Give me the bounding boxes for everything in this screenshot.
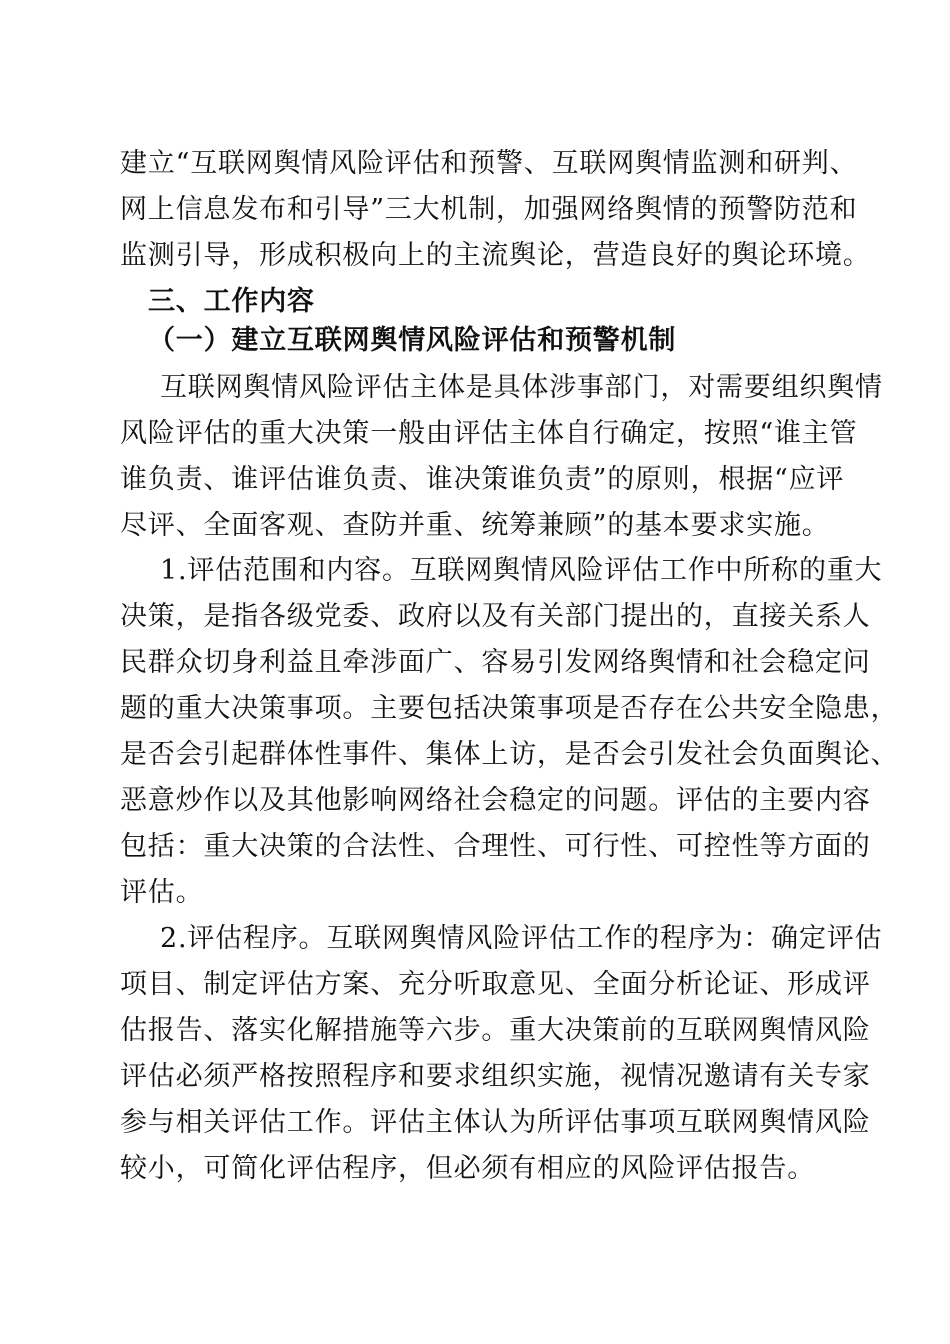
paragraph-line: 较小，可简化评估程序，但必须有相应的风险评估报告。 xyxy=(120,1153,815,1184)
paragraph-line: 2.评估程序。互联网舆情风险评估工作的程序为：确定评估 xyxy=(160,923,883,954)
paragraph-line: 民群众切身利益且牵涉面广、容易引发网络舆情和社会稳定问 xyxy=(120,647,871,678)
paragraph-line: 估报告、落实化解措施等六步。重大决策前的互联网舆情风险 xyxy=(120,1015,871,1046)
paragraph-line: 恶意炒作以及其他影响网络社会稳定的问题。评估的主要内容 xyxy=(120,785,871,816)
paragraph-line: 监测引导，形成积极向上的主流舆论，营造良好的舆论环境。 xyxy=(120,240,871,271)
paragraph-line: 项目、制定评估方案、充分听取意见、全面分析论证、形成评 xyxy=(120,969,871,1000)
section-heading: 三、工作内容 xyxy=(148,286,315,317)
paragraph-line: 谁负责、谁评估谁负责、谁决策谁负责”的原则，根据“应评 xyxy=(120,464,845,495)
paragraph-line: 网上信息发布和引导”三大机制，加强网络舆情的预警防范和 xyxy=(120,194,858,225)
subsection-heading: （一）建立互联网舆情风险评估和预警机制 xyxy=(148,325,677,356)
paragraph-line: 包括：重大决策的合法性、合理性、可行性、可控性等方面的 xyxy=(120,831,871,862)
paragraph-line: 决策，是指各级党委、政府以及有关部门提出的，直接关系人 xyxy=(120,601,871,632)
paragraph-line: 风险评估的重大决策一般由评估主体自行确定，按照“谁主管 xyxy=(120,418,858,449)
paragraph-line: 1.评估范围和内容。互联网舆情风险评估工作中所称的重大 xyxy=(160,555,883,586)
paragraph-line: 尽评、全面客观、查防并重、统筹兼顾”的基本要求实施。 xyxy=(120,510,830,541)
paragraph-line: 互联网舆情风险评估主体是具体涉事部门，对需要组织舆情 xyxy=(160,372,883,403)
paragraph-line: 题的重大决策事项。主要包括决策事项是否存在公共安全隐患， xyxy=(120,693,899,724)
paragraph-line: 评估。 xyxy=(120,877,204,908)
paragraph-line: 评估必须严格按照程序和要求组织实施，视情况邀请有关专家 xyxy=(120,1061,871,1092)
paragraph-line: 建立“互联网舆情风险评估和预警、互联网舆情监测和研判、 xyxy=(120,148,858,179)
paragraph-line: 是否会引起群体性事件、集体上访，是否会引发社会负面舆论、 xyxy=(120,739,899,770)
paragraph-line: 参与相关评估工作。评估主体认为所评估事项互联网舆情风险 xyxy=(120,1107,871,1138)
